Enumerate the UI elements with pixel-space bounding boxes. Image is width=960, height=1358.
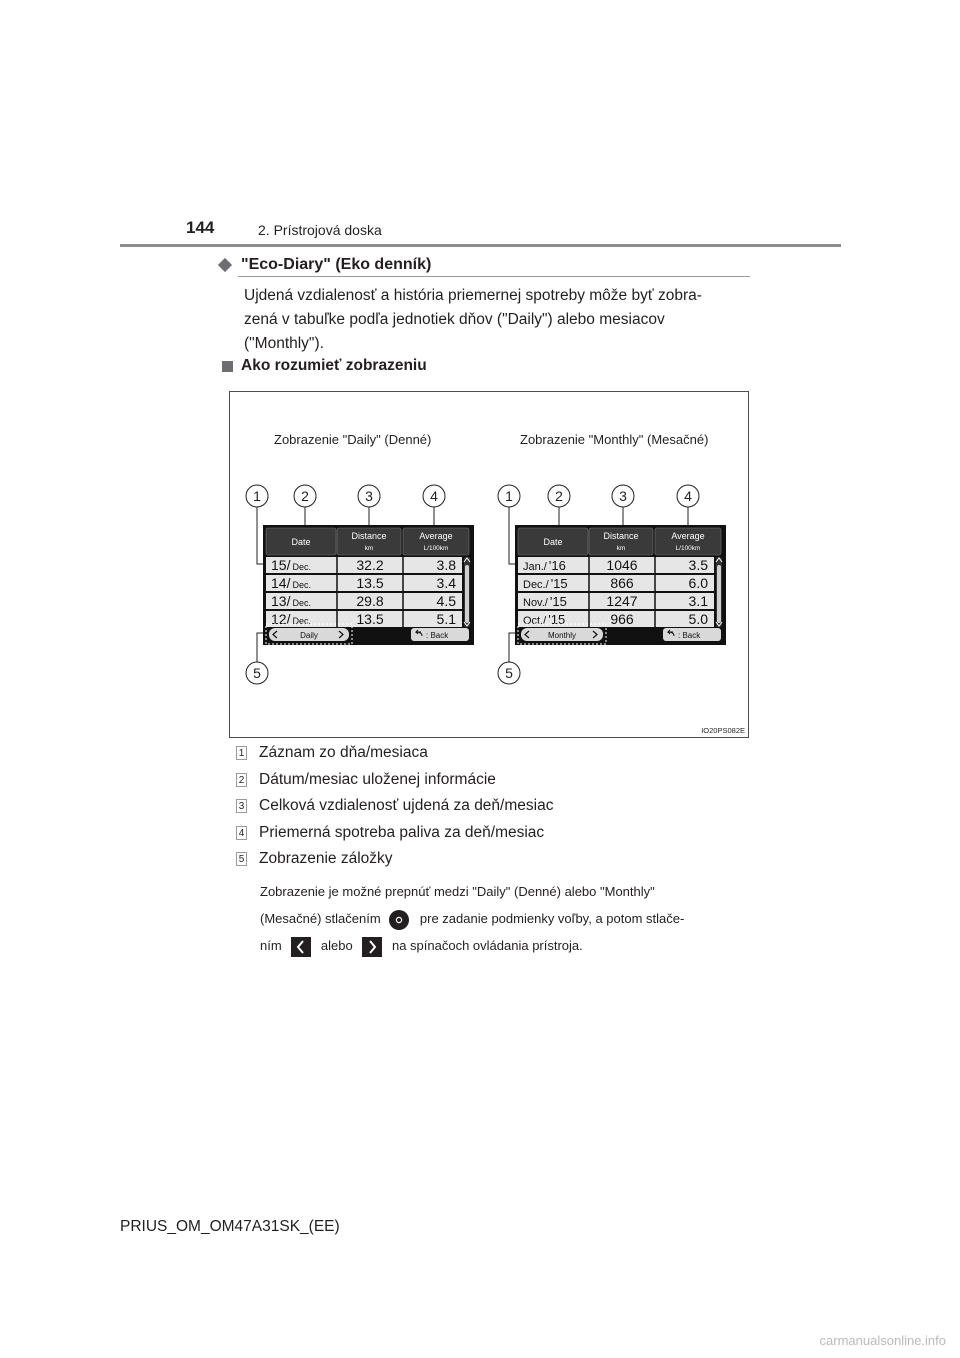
row-distance: 966 (610, 611, 634, 627)
legend-list (236, 744, 756, 874)
row-average: 3.5 (688, 557, 708, 573)
monthly-screen-wrap (515, 525, 726, 650)
column-header-label: Date (543, 537, 563, 547)
column-header-label: Distance (603, 531, 639, 541)
column-header-label: Date (291, 537, 311, 547)
legend-text: Priemerná spotreba paliva za deň/mesiac (259, 824, 545, 841)
callout-1-label: 1 (253, 488, 261, 504)
row-average: 3.1 (688, 593, 708, 609)
row-month: Dec. (292, 616, 311, 626)
legend-text: Zobrazenie záložky (259, 850, 393, 867)
row-date: 14/ Dec. (271, 575, 311, 591)
legend-text: Dátum/mesiac uloženej informácie (259, 771, 496, 788)
legend-item (236, 850, 393, 868)
row-month: Dec. (292, 562, 311, 572)
section-divider (238, 276, 750, 277)
scrollbar-thumb (717, 565, 721, 623)
left-arrow-switch-icon (291, 937, 311, 957)
legend-item (236, 797, 553, 815)
row-average: 3.8 (436, 557, 456, 573)
intro-paragraph (244, 284, 750, 356)
row-month: '15 (550, 576, 568, 591)
row-date: Dec./ '15 (523, 576, 568, 591)
legend-item (236, 824, 544, 842)
intro-line: zená v tabuľke podľa jednotiek dňov ("Daily") alebo mesiacov (244, 311, 665, 328)
row-distance: 13.5 (356, 611, 384, 627)
callout-4-label: 4 (430, 488, 438, 504)
row-month: '16 (548, 558, 566, 573)
column-unit-label: km (364, 545, 374, 552)
intro-line: ("Monthly"). (244, 335, 324, 352)
row-distance: 32.2 (356, 557, 384, 573)
callout-2-label: 2 (301, 488, 309, 504)
figure-frame (229, 391, 749, 738)
section-title: "Eco-Diary" (Eko denník) (241, 256, 432, 273)
row-distance: 866 (610, 575, 634, 591)
column-unit-label: km (616, 545, 626, 552)
square-bullet-icon (222, 361, 233, 372)
section-heading (218, 256, 431, 274)
column-header-label: Average (419, 531, 453, 541)
diamond-bullet-icon (218, 258, 232, 272)
row-month: Dec. (292, 598, 311, 608)
monthly-display-screen (515, 525, 726, 645)
header-divider (120, 244, 841, 247)
watermark: carmanualsonline.info (819, 1333, 946, 1348)
chapter-title: 2. Prístrojová doska (258, 222, 382, 238)
note-line-1: Zobrazenie je možné prepnúť medzi "Daily" (Denné) alebo "Monthly" (260, 884, 655, 899)
row-month: '15 (549, 594, 567, 609)
row-month: '15 (548, 612, 566, 627)
subsection-heading (218, 357, 427, 375)
legend-number: 3 (236, 799, 247, 813)
legend-text: Celková vzdialenosť ujdená za deň/mesiac (259, 797, 554, 814)
row-distance: 13.5 (356, 575, 384, 591)
row-date: 15/ Dec. (271, 557, 311, 573)
page-number: 144 (186, 218, 215, 237)
subsection-title: Ako rozumieť zobrazeniu (241, 357, 427, 374)
row-average: 4.5 (436, 593, 456, 609)
row-average: 5.1 (436, 611, 456, 627)
intro-line: Ujdená vzdialenosť a história priemernej spotreby môže byť zobra- (244, 287, 702, 304)
row-date: Nov./ '15 (523, 594, 567, 609)
legend-text: Záznam zo dňa/mesiaca (259, 744, 428, 761)
row-date: 12/ Dec. (271, 611, 311, 627)
row-month: Dec. (292, 580, 311, 590)
ok-button-icon (388, 909, 410, 931)
callout-3-label: 3 (365, 488, 373, 504)
legend-number: 2 (236, 773, 247, 787)
note-paragraph (260, 878, 746, 959)
legend-number: 1 (236, 746, 247, 760)
legend-number: 4 (236, 826, 247, 840)
caption-daily: Zobrazenie "Daily" (Denné) (274, 432, 432, 447)
row-distance: 1247 (606, 593, 638, 609)
column-header-label: Distance (351, 531, 387, 541)
back-label: : Back (426, 631, 449, 640)
legend-number: 5 (236, 852, 247, 866)
legend-item (236, 771, 496, 789)
callout-2-label: 2 (555, 488, 563, 504)
row-date: 13/ Dec. (271, 593, 311, 609)
column-unit-label: L/100km (675, 545, 701, 552)
row-average: 6.0 (688, 575, 708, 591)
image-id: IO20PS082E (701, 726, 745, 735)
callout-4-label: 4 (684, 488, 692, 504)
row-average: 3.4 (436, 575, 456, 591)
note-line-2: (Mesačné) stlačením pre zadanie podmienky voľby, a potom stlače- (260, 905, 746, 932)
callout-3-label: 3 (619, 488, 627, 504)
column-header-label: Average (671, 531, 705, 541)
footer-doc-code: PRIUS_OM_OM47A31SK_(EE) (120, 1218, 340, 1235)
callout-1-label: 1 (505, 488, 513, 504)
back-label: : Back (678, 631, 701, 640)
row-distance: 1046 (606, 557, 638, 573)
caption-monthly: Zobrazenie "Monthly" (Mesačné) (520, 432, 709, 447)
callout-5-label: 5 (505, 665, 513, 681)
tab-label: Monthly (547, 631, 577, 640)
daily-display-screen (263, 525, 474, 645)
right-arrow-switch-icon (362, 937, 382, 957)
scrollbar-thumb (465, 565, 469, 623)
row-average: 5.0 (688, 611, 708, 627)
row-distance: 29.8 (356, 593, 384, 609)
tab-label: Daily (300, 631, 318, 640)
legend-item (236, 744, 428, 762)
callout-5-label: 5 (253, 665, 261, 681)
row-date: Oct./ '15 (523, 612, 566, 627)
note-line-3: ním alebo na spínačoch ovládania prístroja. (260, 932, 746, 959)
row-date: Jan./ '16 (523, 558, 566, 573)
daily-screen-wrap (263, 525, 474, 650)
column-unit-label: L/100km (423, 545, 449, 552)
